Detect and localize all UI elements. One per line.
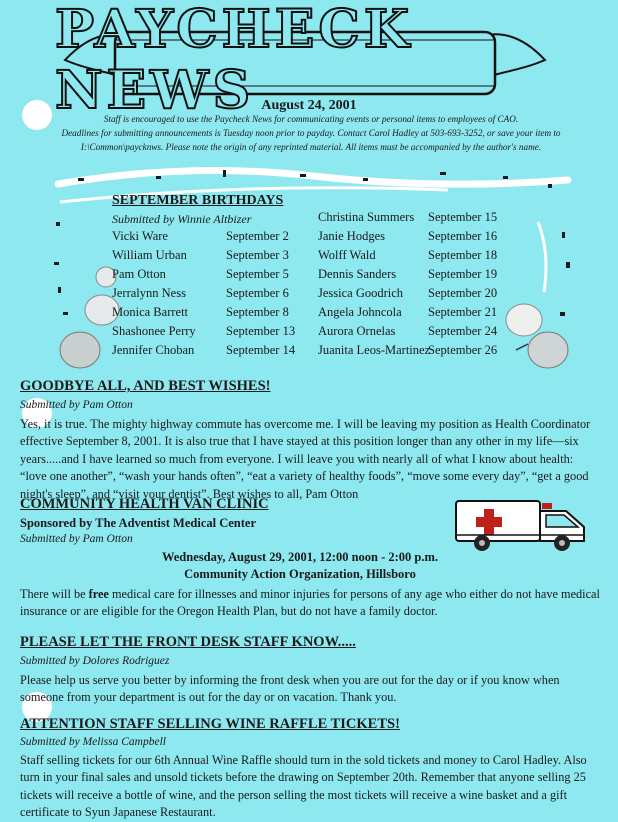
birthday-date: September 21	[428, 305, 498, 319]
birthday-date: September 5	[226, 267, 289, 281]
clinic-body-post: medical care for illnesses and minor injuries for persons of any age who either do not have medical insurance or are eligible for the Oregon Health Plan, but do not have a family doctor.	[20, 587, 600, 619]
birthday-name: Wolff Wald	[318, 248, 376, 262]
frontdesk-submitted-by: Submitted by Dolores Rodriguez	[20, 655, 170, 667]
birthday-name: Christina Summers	[318, 210, 415, 224]
birthday-name: Jennifer Choban	[112, 343, 195, 357]
birthdays-submitted-by: Submitted by Winnie Altbizer	[112, 212, 252, 226]
birthday-date: September 2	[226, 229, 289, 243]
goodbye-submitted-by: Submitted by Pam Otton	[20, 399, 133, 411]
birthday-name: William Urban	[112, 248, 187, 262]
ambulance-icon	[454, 497, 590, 553]
raffle-submitted-by: Submitted by Melissa Campbell	[20, 736, 166, 748]
birthday-name: Dennis Sanders	[318, 267, 397, 281]
birthday-name: Angela Johncola	[318, 305, 402, 319]
intro-line: Staff is encouraged to use the Paycheck News for communicating events or personal items to employees of CAO.	[103, 114, 519, 124]
birthday-name: Jerralynn Ness	[112, 286, 186, 300]
issue-date: August 24, 2001	[261, 98, 357, 113]
birthday-date: September 8	[226, 305, 289, 319]
clinic-submitted-by: Submitted by Pam Otton	[20, 533, 133, 545]
birthday-name: Pam Otton	[112, 267, 166, 281]
birthday-name: Jessica Goodrich	[318, 286, 404, 300]
birthday-name: Vicki Ware	[112, 229, 168, 243]
birthday-date: September 3	[226, 248, 289, 262]
frontdesk-body: Please help us serve you better by informing the front desk when you are out for the day or if you know when someone from your department is out for the day or on vacation. Thank you.	[20, 673, 560, 705]
birthday-name: Janie Hodges	[318, 229, 385, 243]
birthday-date: September 24	[428, 324, 498, 338]
clinic-body	[20, 586, 602, 621]
birthday-date: September 15	[428, 210, 498, 224]
birthday-date: September 18	[428, 248, 498, 262]
intro-notice	[16, 112, 606, 154]
birthday-name: Shashonee Perry	[112, 324, 196, 338]
birthday-name: Monica Barrett	[112, 305, 189, 319]
clinic-when: Wednesday, August 29, 2001, 12:00 noon - 2:00 p.m.	[161, 550, 439, 564]
birthday-name: Juanita Leos-Martinez	[318, 343, 431, 357]
raffle-body: Staff selling tickets for our 6th Annual Wine Raffle should turn in the sold tickets and money to Carol Hadley. Also turn in your final sales and unsold tickets before the drawing on September 20th. Remember that anyone selling 25 tickets will receive a bottle of wine, and the person selling the most tickets will receive a wine basket and a gift certificate to Syun Japanese Restaurant.	[20, 753, 587, 820]
birthday-date: September 13	[226, 324, 296, 338]
birthday-date: September 14	[226, 343, 296, 357]
clinic-title: COMMUNITY HEALTH VAN CLINIC	[20, 496, 269, 512]
masthead-title: PAYCHECK NEWS	[55, 0, 414, 121]
birthday-date: September 16	[428, 229, 498, 243]
clinic-body-pre: There will be	[20, 587, 89, 601]
clinic-where: Community Action Organization, Hillsboro	[184, 567, 416, 581]
raffle-title: ATTENTION STAFF SELLING WINE RAFFLE TICKETS!	[20, 716, 400, 732]
goodbye-body: Yes, it is true. The mighty highway commute has overcome me. I will be leaving my position as Health Coordinator effective September 8, 2001. It is also true that I have stayed at this position longer than any other in my life—six years.....and I have learned so much from everyone. I will leave you with nearly all of what I know about health: “love one another”, “wash your hands often”, “eat a variety of healthy foods”, “move some every day”, “get a good night's sleep”, and “visit your dentist”. Best wishes to all, Pam Otton	[20, 417, 591, 501]
goodbye-title: GOODBYE ALL, AND BEST WISHES!	[20, 378, 271, 394]
intro-line: I:\Common\paycknws. Please note the origin of any reprinted material. All items must be accompanied by the author's name.	[80, 142, 542, 152]
birthdays-title: SEPTEMBER BIRTHDAYS	[112, 193, 284, 208]
clinic-body-free: free	[88, 587, 109, 601]
birthday-date: September 19	[428, 267, 498, 281]
birthday-name: Aurora Ornelas	[318, 324, 396, 338]
birthday-date: September 26	[428, 343, 498, 357]
birthday-date: September 6	[226, 286, 289, 300]
clinic-sponsor: Sponsored by The Adventist Medical Center	[20, 516, 257, 530]
frontdesk-title: PLEASE LET THE FRONT DESK STAFF KNOW.....	[20, 634, 356, 650]
intro-line: Deadlines for submitting announcements is Tuesday noon prior to payday. Contact Carol Hadley at 503-693-3252, or save your item to	[61, 128, 561, 138]
birthday-date: September 20	[428, 286, 498, 300]
